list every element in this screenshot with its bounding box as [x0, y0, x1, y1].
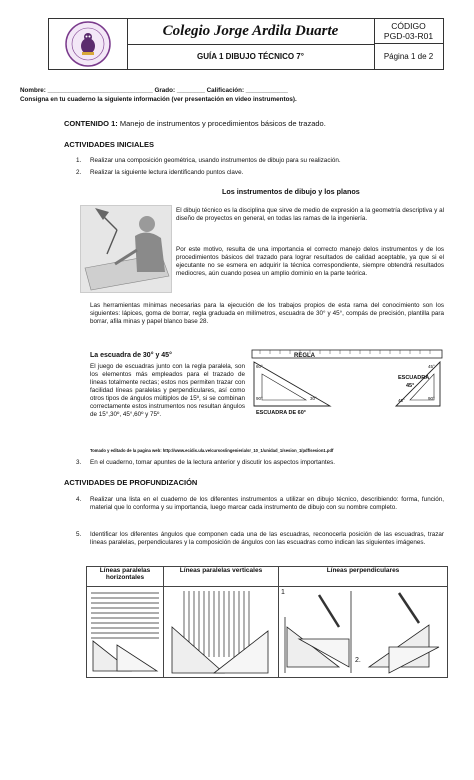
drafting-person-icon — [81, 206, 171, 292]
angle-label: 90° — [428, 396, 435, 401]
page-number: Página 1 de 2 — [383, 52, 434, 61]
angle-label: 90° — [256, 396, 263, 401]
angle-label: 60° — [256, 364, 263, 369]
parallel-horizontal-icon — [87, 587, 163, 675]
code-value: PGD-03-R01 — [383, 31, 434, 41]
reading-title: Los instrumentos de dibujo y los planos — [222, 187, 360, 196]
code-cell — [374, 19, 443, 44]
angle-label: 45° — [398, 398, 405, 403]
perpendicular-icon — [279, 587, 447, 675]
reading-paragraph: Por este motivo, resulta de una importancia el correcto manejo delos instrumentos y de los procedimientos básicos del trazado para lograr resultados de calidad aceptable, ya que si el ejecutante no se esmera en adquirir la técnica correspondiente, siempre obtendrá resultados mediocres, aún cuando posea un amplio dominio en la parte teórica. — [176, 246, 444, 277]
item-number: 2. — [76, 169, 82, 176]
instruments-figure — [250, 344, 446, 420]
item-number: 1. — [76, 157, 82, 164]
list-item: Realizar la siguiente lectura identificando puntos clave. — [90, 169, 244, 176]
item-number: 3. — [76, 459, 82, 466]
content-line — [64, 119, 444, 128]
table-header: Líneas paralelas horizontales — [87, 567, 164, 587]
school-seal-icon — [49, 19, 127, 69]
exercise-table — [86, 566, 448, 678]
exercise-number: 1 — [281, 589, 285, 596]
parallel-vertical-icon — [164, 587, 278, 675]
list-item: Realizar una composición geométrica, usando instrumentos de dibujo para su realización. — [90, 157, 341, 164]
document-header — [48, 18, 444, 70]
item-number: 4. — [76, 496, 82, 503]
instruction-line: Consigna en tu cuaderno la siguiente información (ver presentación en video instrumentos). — [20, 96, 297, 103]
ruler-label: REGLA — [294, 353, 315, 359]
vertical-lines-cell — [164, 587, 279, 678]
reading-paragraph: El dibujo técnico es la disciplina que sirve de medio de expresión a la geometría descriptiva y al diseño de proyectos en general, en todas las ramas de la ingeniería. — [176, 207, 444, 222]
content-label: CONTENIDO 1: — [64, 119, 118, 128]
escuadra-60-label: ESCUADRA DE 60° — [256, 410, 306, 416]
school-logo — [49, 19, 128, 69]
content-text: Manejo de instrumentos y procedimientos básicos de trazado. — [117, 119, 326, 128]
table-header: Líneas perpendiculares — [279, 567, 448, 587]
escuadra-45-degrees: 45° — [406, 383, 415, 389]
perpendicular-lines-cell — [279, 587, 448, 678]
horizontal-lines-cell — [87, 587, 164, 678]
table-header: Líneas paralelas verticales — [164, 567, 279, 587]
deepening-heading: ACTIVIDADES DE PROFUNDIZACIÓN — [64, 478, 198, 487]
angle-label: 45° — [428, 364, 435, 369]
reading-paragraph: Las herramientas mínimas necesarias para la ejecución de los trabajos propios de esta rama del conocimiento son los siguientes: lápices, goma de borrar, regla graduada en milímetros, escuadra de 30° y 45°, compás de precisión, plantilla para borrar, afila minas y papel blanco base 28. — [90, 302, 444, 325]
item-number: 5. — [76, 531, 82, 538]
exercise-number: 2. — [355, 657, 361, 664]
escuadra-title: La escuadra de 30° y 45° — [90, 352, 172, 359]
angle-label: 30° — [310, 396, 317, 401]
drafting-photo — [80, 205, 172, 293]
escuadra-paragraph: El juego de escuadras junto con la regla paralela, son los elementos más empleados para el trazado de líneas totalmente rectas; estos nos permiten trazar con facilidad líneas paralelas y perpendiculares, así como otros tipos de ángulos múltiplos de 15º, si se combinan correctamente estos instrumentos nos resultan ángulos de 15°,30º, 45°,60º y 75º. — [90, 363, 245, 418]
list-item: Realizar una lista en el cuaderno de los diferentes instrumentos a utilizar en dibujo técnico, describiendo: forma, función, material que lo conforma y su importancia, luego marcar cada instrumento de dibujo con su nombre completo. — [90, 496, 444, 511]
list-item: Identificar los diferentes ángulos que componen cada una de las escuadras, reconocerla posición de las escuadras, trazar líneas paralelas, perpendiculares y la composición de ángulos con las escuadras como indican las siguientes imágenes. — [90, 531, 444, 546]
code-label: CÓDIGO — [391, 21, 426, 31]
source-citation: Tomado y editado de la pagina web: http://www.ecidis.ula.ve/cursos/ingenieria/sr_10_1/unidad_1/sesion_1/pdf/sesion1.pdf — [90, 448, 334, 453]
list-item: En el cuaderno, tomar apuntes de la lectura anterior y discutir los aspectos importantes. — [90, 459, 336, 466]
student-info-line: Nombre: ______________________________ Grado: ________ Calificación: ____________ — [20, 87, 288, 94]
escuadra-45-label: ESCUADRA — [398, 375, 430, 381]
guide-title: GUÍA 1 DIBUJO TÉCNICO 7° — [127, 44, 375, 69]
school-name: Colegio Jorge Ardila Duarte — [127, 19, 375, 45]
ruler-and-squares-icon — [250, 344, 446, 420]
initial-activities-heading: ACTIVIDADES INICIALES — [64, 140, 155, 149]
